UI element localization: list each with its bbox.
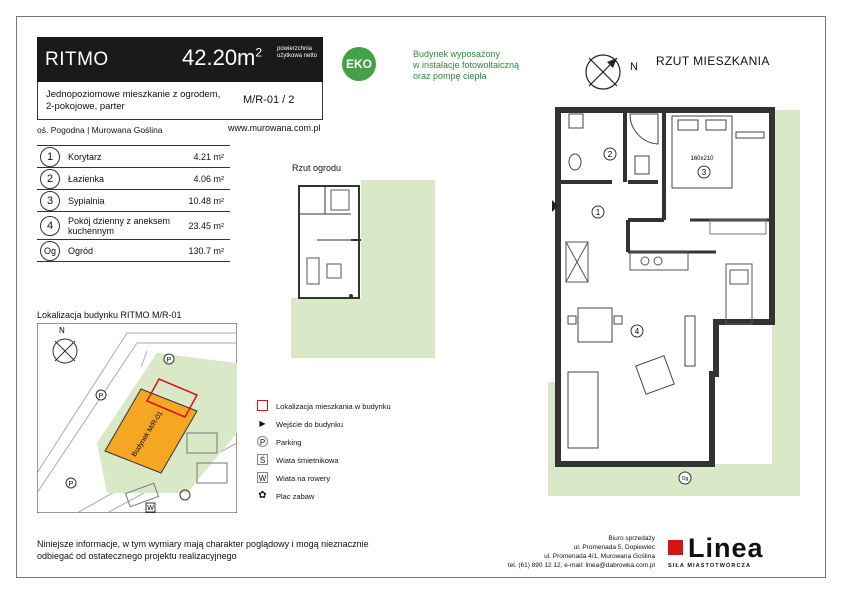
room-name: Korytarz: [65, 146, 181, 168]
playground-icon: ✿: [258, 490, 267, 501]
project-name: RITMO: [45, 49, 109, 70]
table-row: [37, 168, 230, 190]
room-name: Sypialnia: [65, 190, 181, 212]
room-name: Łazienka: [65, 168, 181, 190]
compass-icon: [583, 52, 623, 92]
room-name: Pokój dzienny z aneksem kuchennym: [65, 212, 181, 240]
room-number: 3: [40, 191, 60, 211]
room-area: 4.06 m²: [181, 168, 230, 190]
bike-shelter-icon: W: [258, 474, 267, 483]
table-row: [37, 212, 230, 240]
parking-icon: P: [257, 436, 268, 447]
bed-label: 160x210: [690, 156, 714, 162]
svg-text:3: 3: [701, 168, 707, 177]
apartment-code: M/R-01 / 2: [243, 94, 295, 106]
entrance-icon: ▶: [259, 419, 266, 428]
parking-marker: P: [98, 393, 104, 400]
disclaimer: Niniejsze informacje, w tym wymiary mają charakter poglądowy i mogą nieznacznie odbiegać od ostatecznego projektu realizacyjnego: [37, 539, 369, 561]
sales-office-info: Biuro sprzedaży ul. Promenada 5, Dopiewiec ul. Promenada 4/1, Murowana Goślina tel. (61) 890 12 12, e-mail: linea@dabrowka.com.pl: [507, 535, 655, 569]
svg-text:4: 4: [634, 327, 640, 336]
room-area: 10.48 m²: [181, 190, 230, 212]
logo-square-icon: [668, 540, 683, 555]
table-row: [37, 190, 230, 212]
location-text: oś. Pogodna | Murowana Goślina: [37, 125, 163, 135]
header-bar: [37, 37, 323, 82]
garden-plan: [291, 180, 435, 358]
room-number: 2: [40, 169, 60, 189]
eko-description: Budynek wyposażony w instalacje fotowoltaiczną oraz pompę ciepła: [413, 49, 520, 81]
room-table: [37, 145, 230, 262]
room-area: 4.21 m²: [181, 146, 230, 168]
site-north-label: N: [59, 326, 65, 335]
room-number: 4: [40, 216, 60, 236]
plan-title: RZUT MIESZKANIA: [656, 54, 770, 68]
svg-text:1: 1: [595, 208, 601, 217]
linea-logo: Linea SIŁA MIASTOTWÓRCZA: [668, 533, 764, 569]
building-label: Budynek M/R-01: [130, 410, 165, 459]
site-plan-title: Lokalizacja budynku RITMO M/R-01: [37, 310, 182, 320]
apartment-area: $42.20m^2$: [182, 45, 263, 70]
trash-shelter-icon: Ś: [257, 454, 268, 465]
floor-plan: [540, 102, 802, 498]
apartment-description: Jednopoziomowe mieszkanie z ogrodem, 2-pokojowe, parter: [46, 89, 221, 112]
description-row: [37, 82, 323, 120]
svg-text:Og: Og: [681, 476, 689, 482]
area-note: powierzchnia użytkowa netto: [277, 46, 318, 59]
room-area: 130.7 m²: [181, 240, 230, 262]
room-name: Ogród: [65, 240, 181, 262]
eko-badge: EKO: [342, 47, 376, 81]
website-link[interactable]: www.murowana.com.pl: [228, 123, 321, 133]
site-plan: [37, 323, 237, 513]
svg-text:2: 2: [607, 150, 613, 159]
room-area: 23.45 m²: [181, 212, 230, 240]
table-row: [37, 146, 230, 168]
parking-marker: P: [166, 357, 172, 364]
north-label: N: [630, 61, 638, 73]
room-number: Og: [40, 241, 60, 261]
table-row: [37, 240, 230, 262]
bike-shelter-marker: W: [147, 505, 154, 512]
room-number: 1: [40, 147, 60, 167]
parking-marker: P: [68, 481, 74, 488]
apartment-location-icon: [257, 400, 268, 411]
garden-plan-title: Rzut ogrodu: [292, 163, 342, 173]
